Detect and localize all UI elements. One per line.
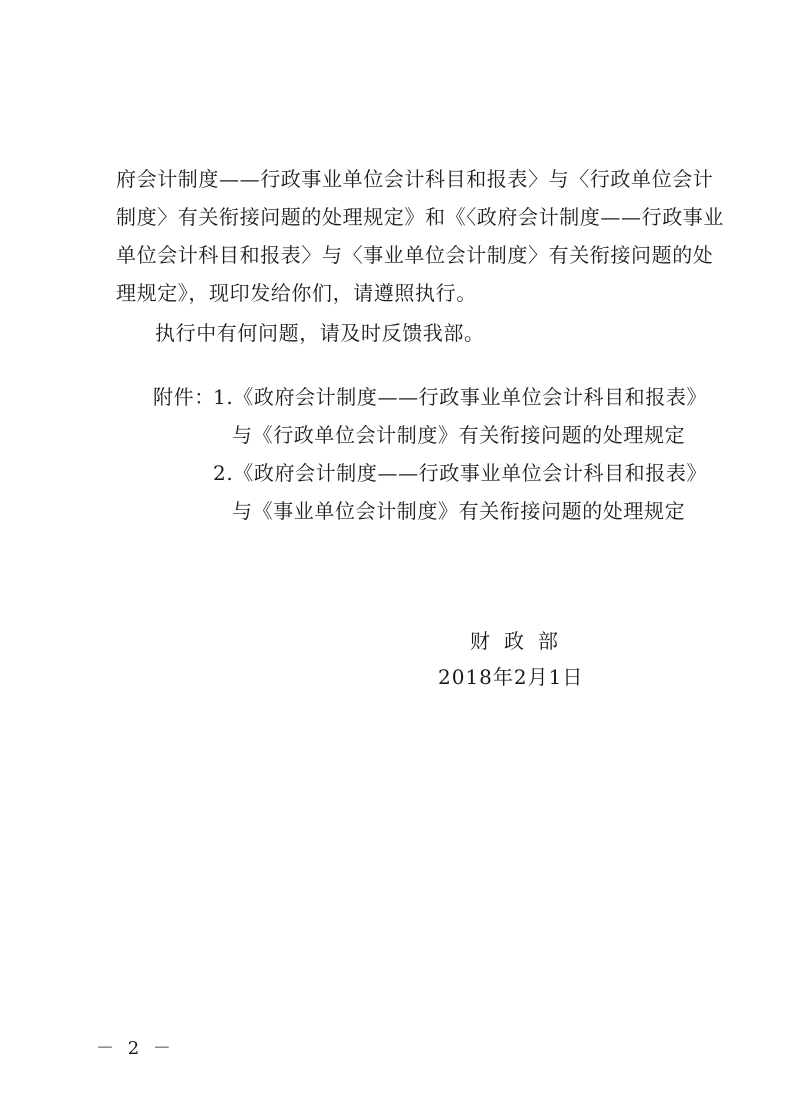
body-line: 府会计制度——行政事业单位会计科目和报表〉与〈行政单位会计 [116, 167, 714, 191]
attachment-2-title: 2.《政府会计制度——行政事业单位会计科目和报表》 [213, 461, 708, 485]
issue-date: 2018年2月1日 [438, 665, 584, 689]
page-number: － 2 － [96, 1038, 175, 1059]
attachment-1-title: 1.《政府会计制度——行政事业单位会计科目和报表》 [213, 385, 708, 409]
attachment-2-continuation: 与《事业单位会计制度》有关衔接问题的处理规定 [232, 499, 686, 523]
attachment-1-continuation: 与《行政单位会计制度》有关衔接问题的处理规定 [232, 423, 686, 447]
attachments-label: 附件： [153, 385, 215, 409]
body-line: 单位会计科目和报表〉与〈事业单位会计制度〉有关衔接问题的处 [116, 243, 714, 267]
body-line: 制度〉有关衔接问题的处理规定》和《〈政府会计制度——行政事业 [116, 205, 724, 229]
body-line: 理规定》，现印发给你们，请遵照执行。 [116, 281, 477, 305]
issuer-name: 财政部 [470, 629, 572, 653]
body-paragraph-feedback: 执行中有何问题，请及时反馈我部。 [155, 321, 485, 345]
